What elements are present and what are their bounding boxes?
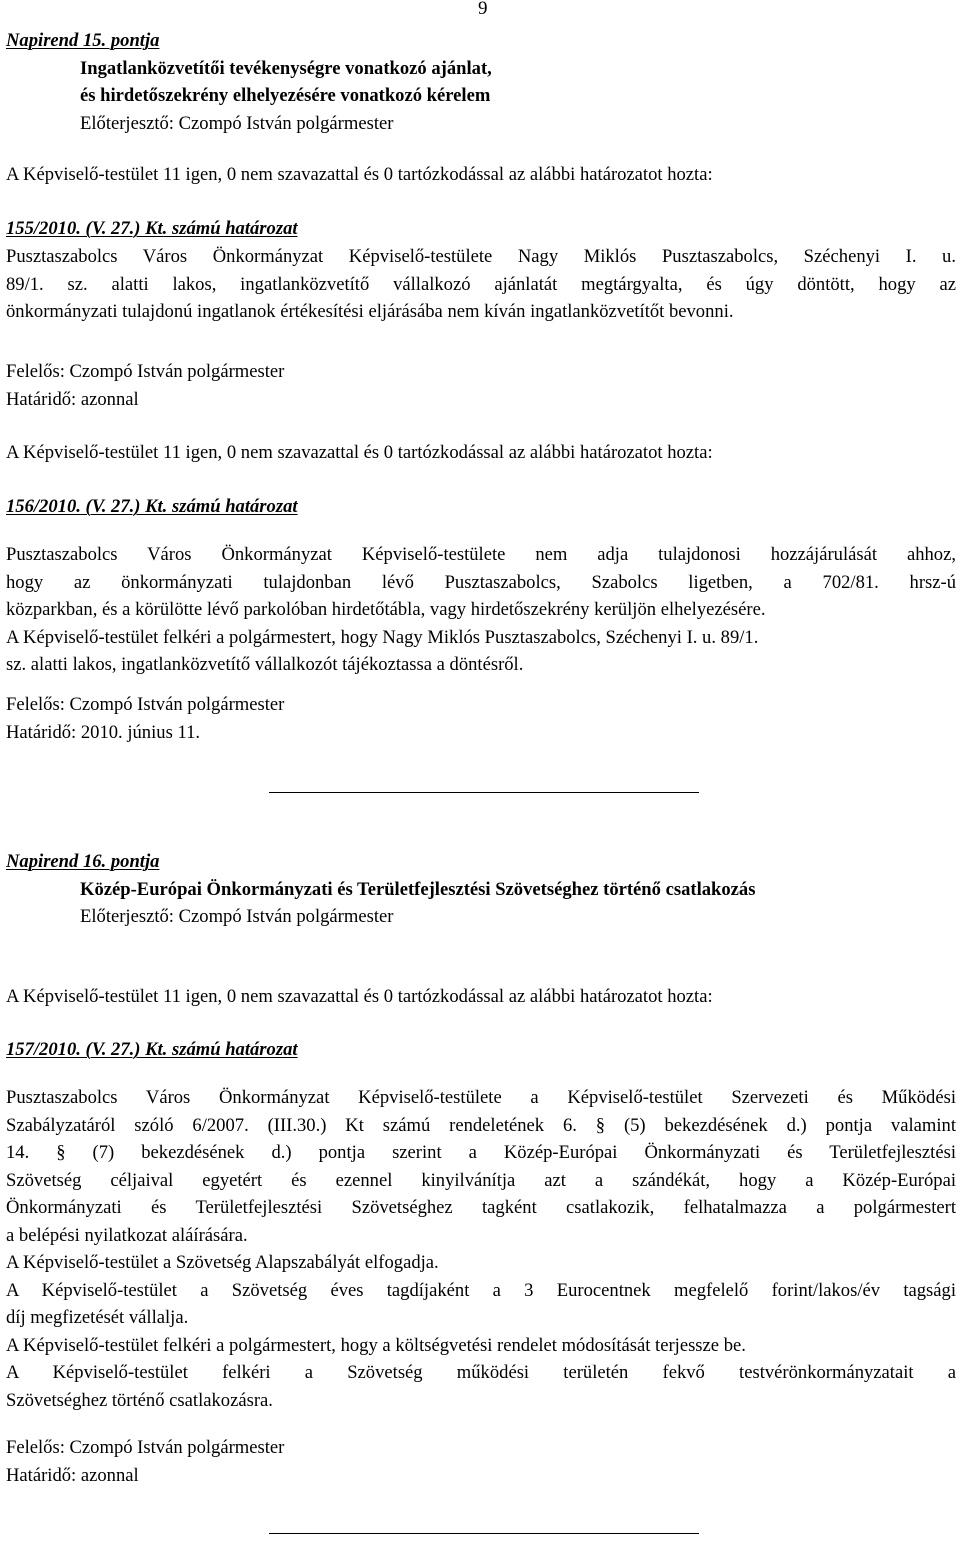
agenda-title-line: Ingatlanközvetítői tevékenységre vonatkozó ajánlat, — [80, 57, 492, 79]
agenda-item-15-header — [6, 27, 956, 137]
responsible: Felelős: Czompó István polgármester — [6, 1437, 285, 1458]
responsible: Felelős: Czompó István polgármester — [6, 361, 285, 382]
resolution-text-line: hogy az önkormányzati tulajdonban lévő Pusztaszabolcs, Szabolcs ligetben, a 702/81. hrsz-ú — [6, 571, 956, 593]
section-divider — [269, 1533, 699, 1534]
deadline: Határidő: azonnal — [6, 1464, 139, 1486]
agenda-heading: Napirend 15. pontja — [6, 30, 160, 51]
presenter: Előterjesztő: Czompó István polgármester — [80, 906, 394, 927]
agenda-title-line: és hirdetőszekrény elhelyezésére vonatkozó kérelem — [80, 85, 491, 106]
vote-statement — [6, 161, 956, 189]
agenda-item-16-header — [6, 848, 956, 931]
vote-text: A Képviselő-testület 11 igen, 0 nem szavazattal és 0 tartózkodással az alábbi határozatot hozta: — [6, 986, 713, 1007]
resolution-text-line: Pusztaszabolcs Város Önkormányzat Képviselő-testülete Nagy Miklós Pusztaszabolcs, Széchenyi I. u. — [6, 246, 956, 267]
resolution-155-body — [6, 243, 956, 326]
resolution-number: 156/2010. (V. 27.) Kt. számú határozat — [6, 496, 298, 517]
resolution-157-footer — [6, 1434, 956, 1489]
resolution-text-line: 14. § (7) bekezdésének d.) pontja szerint a Közép-Európai Önkormányzati és Területfejlesztési — [6, 1142, 956, 1163]
resolution-number: 155/2010. (V. 27.) Kt. számú határozat — [6, 218, 298, 239]
agenda-heading: Napirend 16. pontja — [6, 851, 160, 872]
resolution-156-body — [6, 541, 956, 679]
vote-statement — [6, 983, 956, 1011]
resolution-157-body — [6, 1084, 956, 1414]
section-divider — [269, 792, 699, 793]
resolution-text-line: A Képviselő-testület a Szövetség éves tagdíjaként a 3 Eurocentnek megfelelő forint/lakos/év tagsági — [6, 1279, 956, 1301]
vote-text: A Képviselő-testület 11 igen, 0 nem szavazattal és 0 tartózkodással az alábbi határozatot hozta: — [6, 164, 713, 185]
resolution-text-line: sz. alatti lakos, ingatlanközvetítő vállalkozót tájékoztassa a döntésről. — [6, 654, 524, 675]
resolution-155 — [6, 215, 956, 243]
page-number: 9 — [478, 0, 488, 19]
vote-statement — [6, 439, 956, 467]
resolution-text-line: díj megfizetését vállalja. — [6, 1307, 189, 1328]
resolution-text-line: A Képviselő-testület felkéri a polgármestert, hogy Nagy Miklós Pusztaszabolcs, Széchenyi I. u. 89/1. — [6, 626, 759, 648]
resolution-text-line: Szabályzatáról szóló 6/2007. (III.30.) Kt számú rendeletének 6. § (5) bekezdésének d.) pontja valamint — [6, 1114, 956, 1136]
resolution-text-line: közparkban, és a körülötte lévő parkolóban hirdetőtábla, vagy hirdetőszekrény kerüljön elhelyezésére. — [6, 599, 766, 620]
resolution-text-line: A Képviselő-testület a Szövetség Alapszabályát elfogadja. — [6, 1252, 439, 1273]
resolution-156 — [6, 493, 956, 521]
resolution-text-line: a belépési nyilatkozat aláírására. — [6, 1224, 248, 1246]
resolution-text-line: Szövetség céljaival egyetért és ezennel kinyilvánítja azt a szándékát, hogy a Közép-Európai — [6, 1169, 956, 1191]
resolution-157 — [6, 1036, 956, 1064]
agenda-title-line: Közép-Európai Önkormányzati és Területfejlesztési Szövetséghez történő csatlakozás — [80, 878, 756, 900]
deadline: Határidő: 2010. június 11. — [6, 721, 201, 743]
responsible: Felelős: Czompó István polgármester — [6, 694, 285, 715]
vote-text: A Képviselő-testület 11 igen, 0 nem szavazattal és 0 tartózkodással az alábbi határozatot hozta: — [6, 442, 713, 463]
resolution-text-line: A Képviselő-testület felkéri a polgármestert, hogy a költségvetési rendelet módosítását terjessze be. — [6, 1334, 746, 1356]
deadline: Határidő: azonnal — [6, 388, 139, 410]
resolution-155-footer — [6, 358, 956, 413]
resolution-number: 157/2010. (V. 27.) Kt. számú határozat — [6, 1039, 298, 1060]
resolution-text-line: Önkormányzati és Területfejlesztési Szövetséghez tagként csatlakozik, felhatalmazza a polgármestert — [6, 1197, 956, 1218]
presenter: Előterjesztő: Czompó István polgármester — [80, 112, 394, 134]
resolution-text-line: A Képviselő-testület felkéri a Szövetség működési területén fekvő testvérönkormányzatait a — [6, 1362, 956, 1383]
resolution-text-line: Pusztaszabolcs Város Önkormányzat Képviselő-testülete nem adja tulajdonosi hozzájárulását ahhoz, — [6, 544, 956, 565]
resolution-text-line: 89/1. sz. alatti lakos, ingatlanközvetítő vállalkozó ajánlatát megtárgyalta, és úgy döntött, hogy az — [6, 273, 956, 295]
resolution-156-footer — [6, 691, 956, 746]
resolution-text-line: önkormányzati tulajdonú ingatlanok értékesítési eljárásába nem kíván ingatlanközvetítőt bevonni. — [6, 301, 734, 322]
resolution-text-line: Pusztaszabolcs Város Önkormányzat Képviselő-testülete a Képviselő-testület Szervezeti és Működési — [6, 1087, 956, 1108]
resolution-text-line: Szövetséghez történő csatlakozásra. — [6, 1389, 273, 1411]
